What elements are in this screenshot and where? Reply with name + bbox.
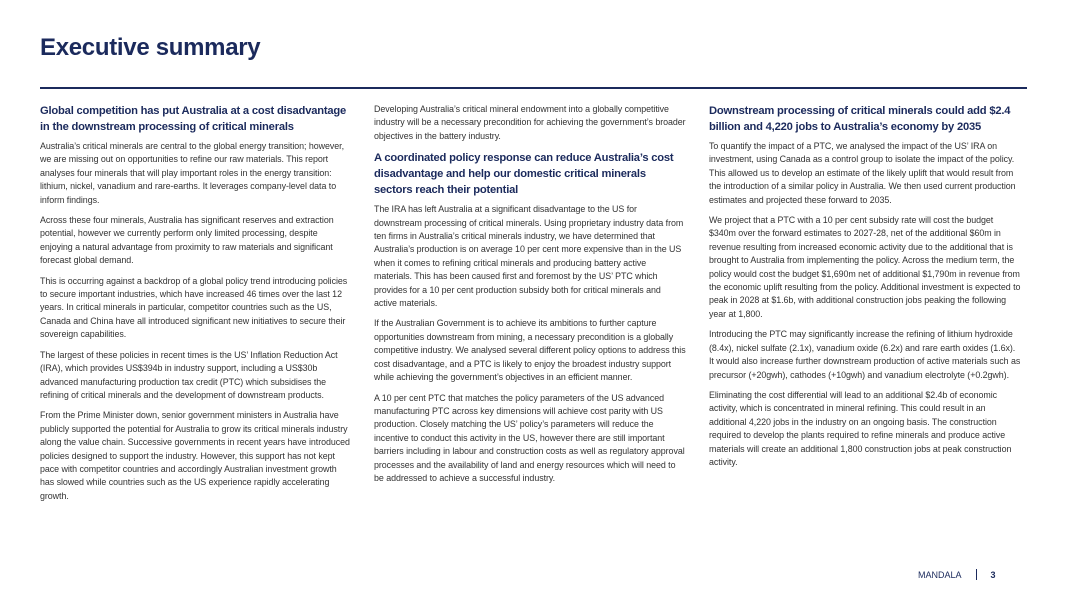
- section-heading: Global competition has put Australia at a cost disadvantage in the downstream processing of critical minerals: [40, 105, 347, 133]
- body-paragraph: Introducing the PTC may significantly increase the refining of lithium hydroxide (8.4x), nickel sulfate (2.1x), vanadium oxide (6.2x) and rare earth oxides (1.6x). It would also increase further downstream production of active materials such as precursor (+20gwh), cathodes (+10gwh) and vanadium electrolyte (+0.2gwh).: [709, 329, 1021, 380]
- body-paragraph: If the Australian Government is to achieve its ambitions to further capture opportunities downstream from mining, a necessary precondition is a globally competitive industry. We analysed several different policy options to address this cost disadvantage, and a PTC is likely to enjoy the broadest industry support while achieving the government’s objectives in an efficient manner.: [374, 318, 686, 383]
- column-1: [40, 103, 352, 510]
- body-paragraph: A 10 per cent PTC that matches the policy parameters of the US advanced manufacturing PTC across key dimensions will achieve cost parity with US production. Closely matching the US’ policy’s parameters will reduce the incentive to conduct this activity in the US, however there are still important barriers including in labour and construction costs as well as regulatory approval processes and the availability of land and energy resources which will need to be addressed to achieve a successful industry.: [374, 392, 685, 483]
- page-number: 3: [990, 569, 996, 580]
- title-divider: [40, 87, 1027, 89]
- body-paragraph: Australia’s critical minerals are central to the global energy transition; however, we are missing out on opportunities to refine our raw materials. This report analyses four minerals that will play important roles in the energy transition: lithium, nickel, vanadium and rare-earths. It leverages company-level data to inform findings.: [40, 141, 344, 205]
- body-paragraph: Across these four minerals, Australia has significant reserves and extraction potential, however we currently perform only limited processing, despite enjoying a natural advantage from proximity to raw materials and significant forecast global demand.: [40, 215, 334, 266]
- body-paragraph: We project that a PTC with a 10 per cent subsidy rate will cost the budget $340m over the forward estimates to 2027-28, net of the additional $60m in revenue resulting from increased economic activity due to the additional that is brought to Australia from implementing the policy. Across the medium term, the policy would cost the budget $1,690m net of additional $1,790m in revenue from the economic uplift resulting from the policy. Additional investment is expected to peak in 2028 at $1.6b, with additional construction jobs peaking the following year at 1,800.: [709, 215, 1021, 319]
- section-heading: Downstream processing of critical minerals could add $2.4 billion and 4,220 jobs to Australia’s economy by 2035: [709, 105, 1011, 133]
- column-3: [709, 103, 1021, 476]
- body-paragraph: The IRA has left Australia at a significant disadvantage to the US for downstream processing of critical minerals. Using proprietary industry data from ten firms in Australia’s critical minerals industry, we have determined that Australia’s production is on average 10 per cent more expensive than in the US when it comes to refining critical minerals and producing battery active materials. This has been caused first and foremost by the US’ PTC which provides for a 10 per cent production subsidy both for critical minerals and active materials.: [374, 204, 684, 309]
- body-paragraph: This is occurring against a backdrop of a global policy trend introducing policies to secure important industries, which have increased 46 times over the last 12 years. In critical minerals in particular, competitor countries such as the US, Canada and China have all introduced significant new initiatives to secure their sovereign capabilities.: [40, 275, 348, 340]
- column-2: [374, 103, 686, 492]
- body-paragraph: Developing Australia’s critical mineral endowment into a globally competitive industry will be a necessary precondition for achieving the government’s broader objectives in the battery industry.: [374, 104, 686, 141]
- body-paragraph: The largest of these policies in recent times is the US’ Inflation Reduction Act (IRA), which provides US$394b in industry support, including a US$30b advanced manufacturing production tax credit (PTC) which subsidises the refining of critical minerals and the development of downstream products.: [40, 349, 338, 400]
- footer-brand: MANDALA: [918, 569, 962, 580]
- page-footer: [918, 569, 996, 580]
- footer-separator: [976, 569, 977, 580]
- page-title: Executive summary: [40, 34, 261, 61]
- section-heading: A coordinated policy response can reduce Australia’s cost disadvantage and help our domestic critical minerals sectors reach their potential: [374, 152, 674, 197]
- body-paragraph: From the Prime Minister down, senior government ministers in Australia have publicly supported the potential for Australia to grow its critical minerals industry along the value chain. Successive governments in recent years have introduced policies designed to support the industry. However, this support has not kept pace with competitor countries and accordingly Australian investment growth has slowed while countries such as the US experience rapidly accelerating growth.: [40, 410, 350, 501]
- body-paragraph: Eliminating the cost differential will lead to an additional $2.4b of economic activity, which is concentrated in mineral refining. This could result in an additional 4,220 jobs in the industry on an ongoing basis. The construction required to develop the plants required to refine minerals and produce active materials will create an additional 1,800 construction jobs at peak construction activity.: [709, 389, 1012, 467]
- body-paragraph: To quantify the impact of a PTC, we analysed the impact of the US’ IRA on investment, using Canada as a control group to isolate the impact of the policy. This allowed us to develop an estimate of the likely uplift that would result from the introduction of a similar policy in Australia. We then used current production estimates and projected these forward to 2035.: [709, 141, 1016, 205]
